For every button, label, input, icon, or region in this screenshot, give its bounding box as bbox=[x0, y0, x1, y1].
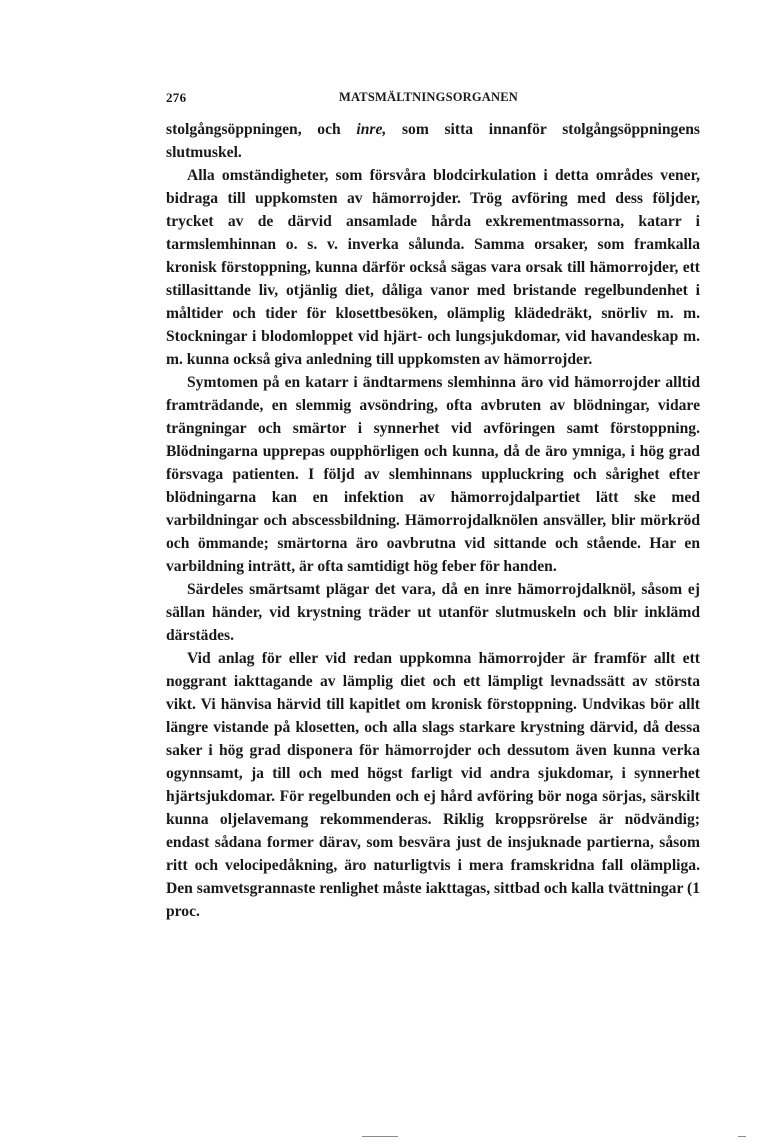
paragraph-text: stolgångsöppningen, och bbox=[166, 121, 357, 138]
italic-term: inre, bbox=[356, 121, 387, 138]
paragraph: Symtomen på en katarr i ändtarmens slemhinna äro vid hämorrojder alltid framträdande, en slemmig avsöndring, ofta avbruten av blödningar, vidare trängningar och smärtor i synnerhet vid avföringen samt förstoppning. Blödningarna upprepas oupphörligen och kunna, då de äro ymniga, i hög grad försvaga patienten. I följd av slemhinnans uppluckring och sårighet efter blödningarna kan en infektion av hämorrojdalpartiet lätt ske med varbildningar och abscessbildning. Hämorrojdalknölen ansväller, blir mörkröd och ömmande; smärtorna äro oavbrutna vid sittande och stående. Har en varbildning inträtt, är ofta samtidigt hög feber för handen. bbox=[166, 374, 700, 575]
paragraph: Alla omständigheter, som försvåra blodcirkulation i detta områdes vener, bidraga till uppkomsten av hämorrojder. Trög avföring med dess följder, trycket av de därvid ansamlade hårda exkrementmassorna, katarr i tarmslemhinnan o. s. v. inverka sålunda. Samma orsaker, som framkalla kronisk förstoppning, kunna därför också sägas vara orsak till hämorrojder, ett stillasittande liv, otjänlig diet, dåliga vanor med bristande regelbundenhet i måltider och tider för klosettbesöken, olämplig klädedräkt, snörliv m. m. Stockningar i blodomloppet vid hjärt- och lungsjukdomar, vid havandeskap m. m. kunna också giva anledning till uppkomsten av hämorrojder. bbox=[166, 167, 700, 368]
page-divider bbox=[738, 1136, 746, 1137]
paragraph: Särdeles smärtsamt plägar det vara, då en inre hämorrojdalknöl, såsom ej sällan händer, vid krystning träder ut utanför slutmuskeln och blir inklämd därstädes. bbox=[166, 581, 700, 644]
paragraph bbox=[166, 118, 700, 164]
body-text bbox=[166, 118, 700, 923]
running-head: MATSMÄLTNINGSORGANEN bbox=[339, 90, 519, 104]
page-number: 276 bbox=[166, 90, 187, 105]
paragraph: Vid anlag för eller vid redan uppkomna hämorrojder är framför allt ett noggrant iakttagande av lämplig diet och ett lämpligt levnadssätt av största vikt. Vi hänvisa härvid till kapitlet om kronisk förstoppning. Undvikas bör allt längre vistande på klosetten, och alla slags starkare krystning därvid, då dessa saker i hög grad disponera för hämorrojder och dessutom även kunna verka ogynnsamt, ja till och med högst farligt vid andra sjukdomar, i synnerhet hjärtsjukdomar. För regelbunden och ej hård avföring bör noga sörjas, särskilt kunna oljelavemang rekommenderas. Riklig kroppsrörelse är nödvändig; endast sådana former därav, som besvära just de insjuknade partierna, såsom ritt och velocipedåkning, äro naturligtvis i mera framskridna fall olämpliga. Den samvetsgrannaste renlighet måste iakttagas, sittbad och kalla tvättningar (1 proc. bbox=[166, 650, 700, 920]
page-divider bbox=[362, 1136, 398, 1137]
paragraph-text: som sitta innanför stolgångsöppningens slutmuskel. bbox=[166, 121, 700, 161]
page-header bbox=[166, 90, 700, 110]
